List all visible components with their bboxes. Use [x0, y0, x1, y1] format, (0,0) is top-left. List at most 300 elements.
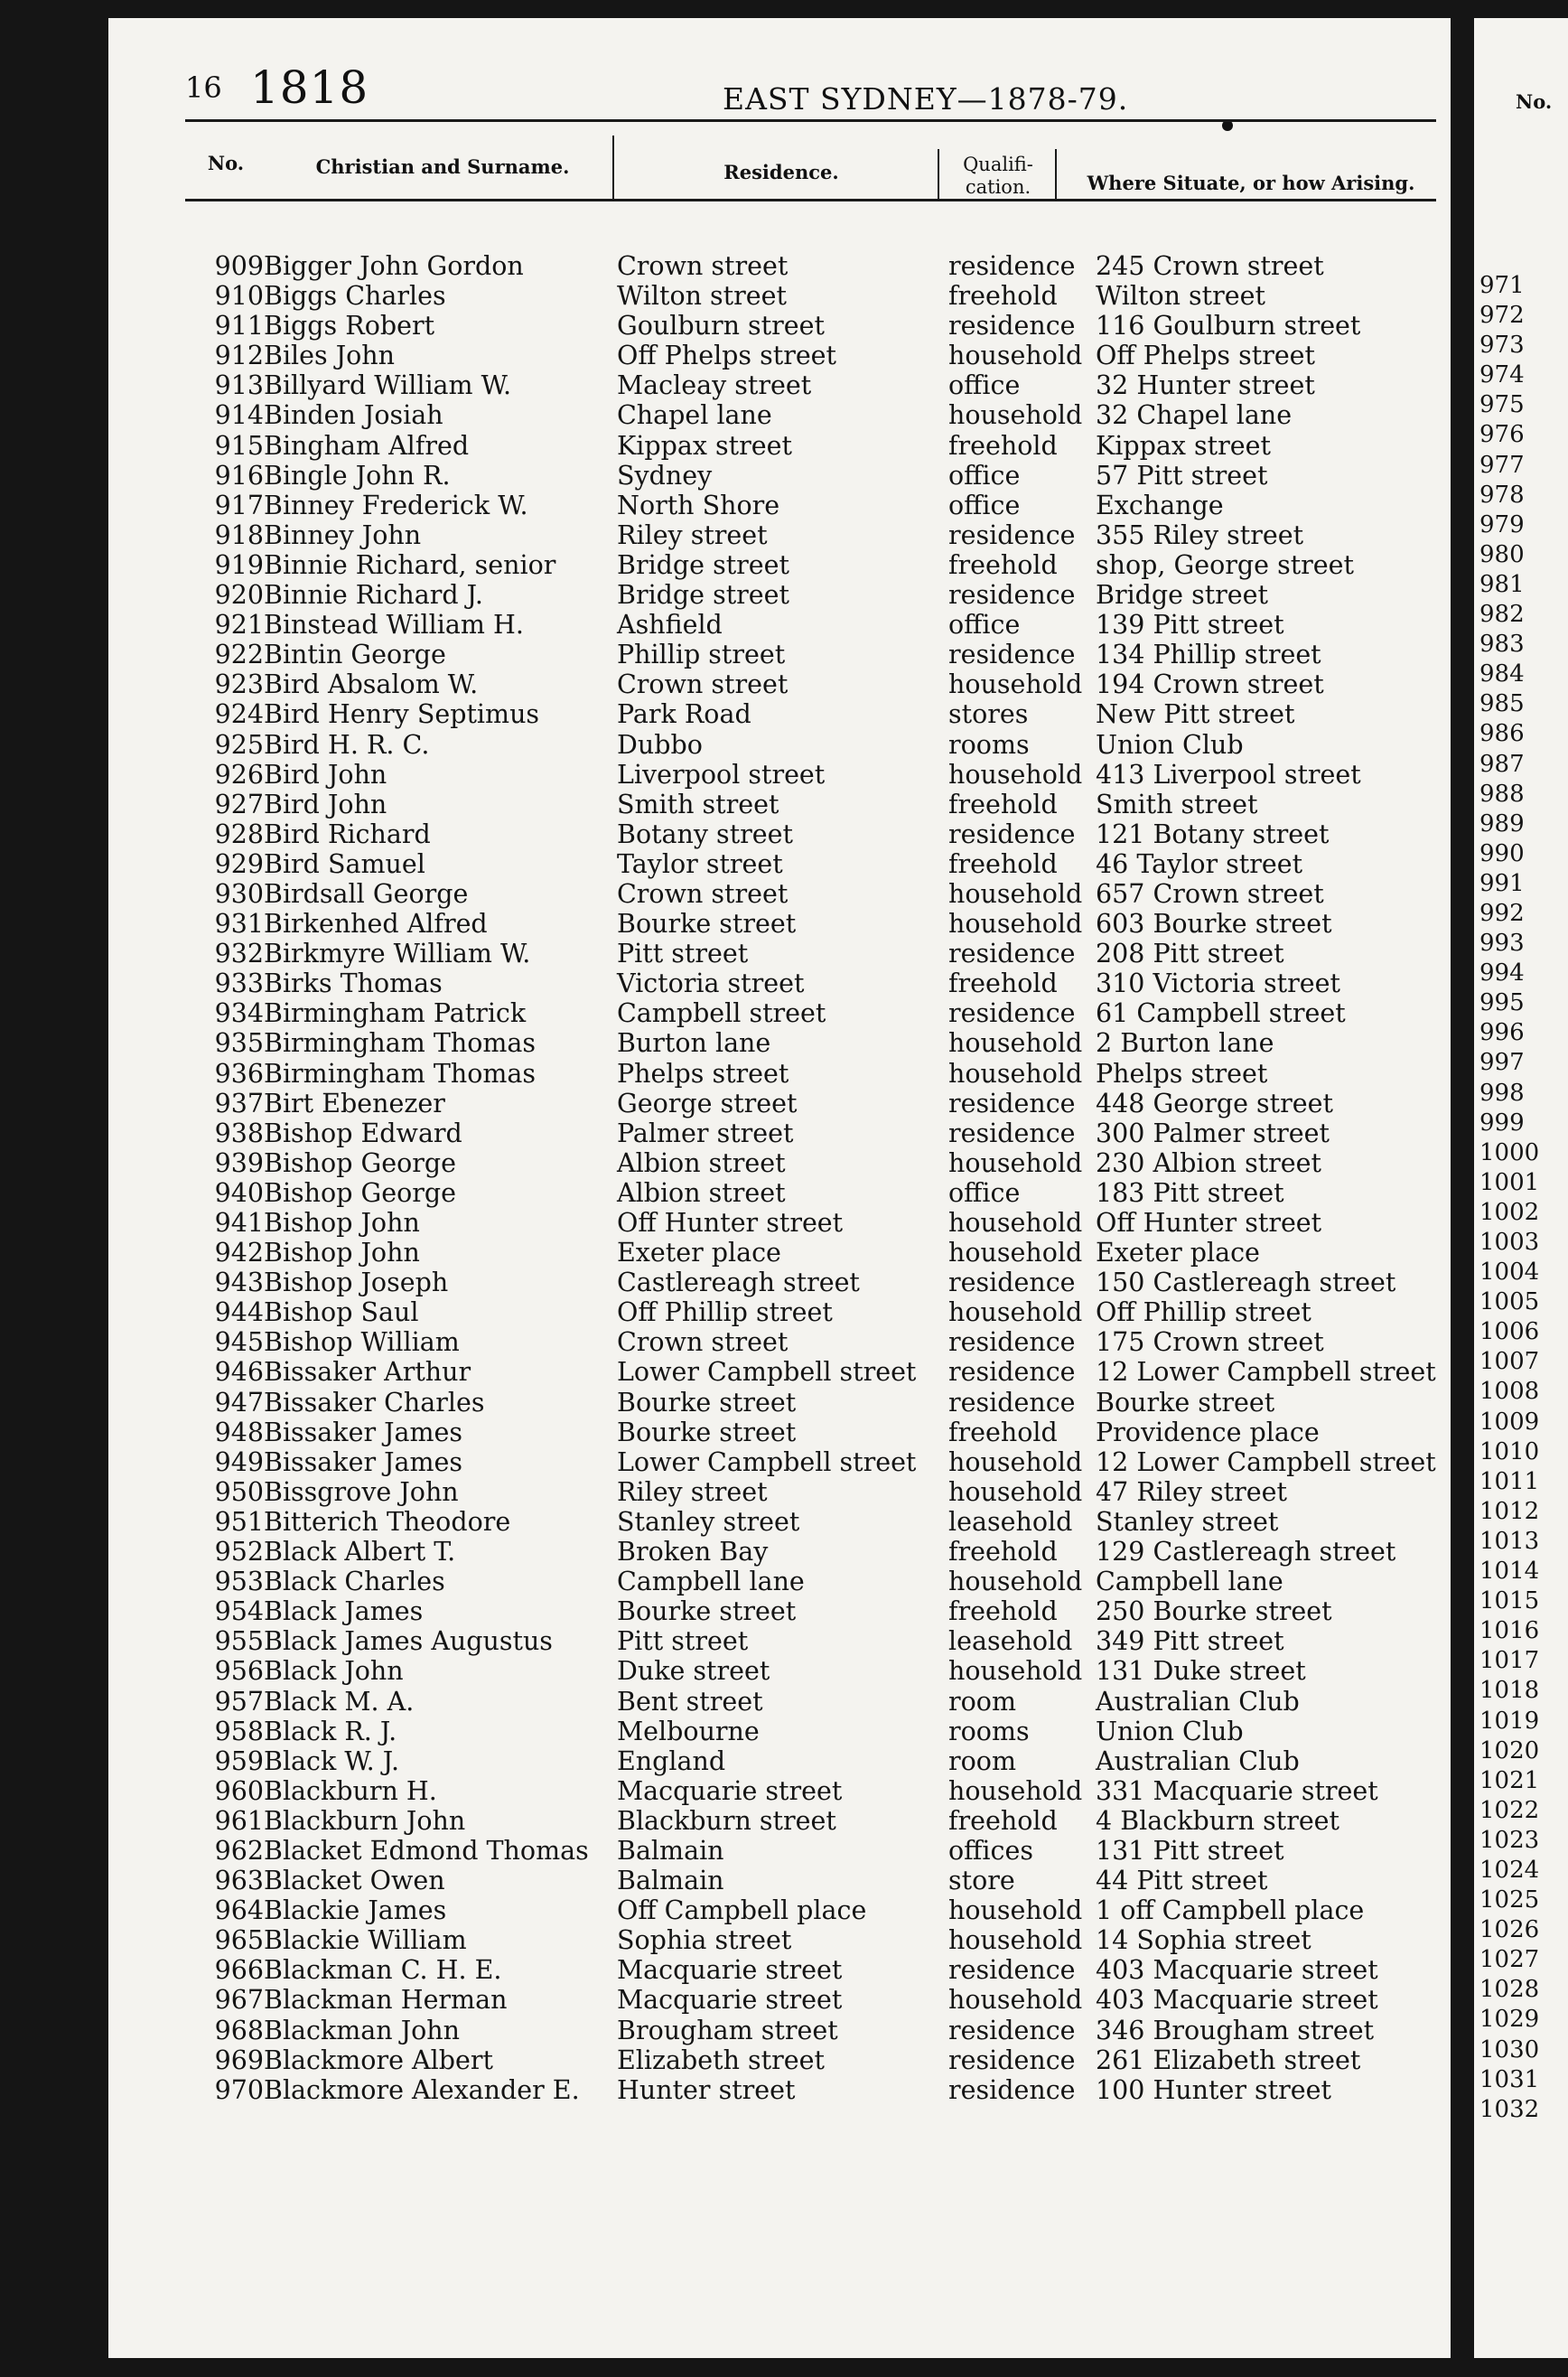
table-row	[108, 491, 1451, 520]
table-row	[108, 520, 1451, 550]
entry-qualification: residence	[948, 1118, 1076, 1148]
entry-where: 194 Crown street	[1096, 669, 1324, 700]
entry-qualification: residence	[948, 2015, 1076, 2045]
entry-residence: Sophia street	[617, 1925, 792, 1956]
entry-number: 947	[214, 1387, 264, 1418]
entry-qualification: freehold	[948, 281, 1058, 312]
entry-where: 310 Victoria street	[1096, 969, 1340, 999]
adjacent-entry-number: 1003	[1479, 1229, 1540, 1256]
entry-name: Bishop Saul	[264, 1297, 419, 1328]
column-divider-3	[1055, 149, 1057, 199]
header-bottom-rule	[185, 199, 1436, 201]
entry-residence: Chapel lane	[617, 400, 772, 431]
entry-residence: Crown street	[617, 1327, 789, 1358]
table-row	[108, 1178, 1451, 1208]
table-row	[108, 1656, 1451, 1686]
adjacent-entry-number: 1025	[1479, 1886, 1540, 1914]
entry-residence: Bourke street	[617, 909, 797, 940]
adjacent-entry-number: 1014	[1479, 1558, 1540, 1586]
entry-name: Bissgrove John	[264, 1476, 459, 1507]
entry-number: 919	[214, 549, 264, 580]
entry-where: 413 Liverpool street	[1096, 759, 1361, 790]
entry-residence: Blackburn street	[617, 1805, 836, 1836]
header-top-rule	[185, 119, 1436, 122]
entry-number: 962	[214, 1835, 264, 1866]
table-row	[108, 1118, 1451, 1148]
entry-name: Biggs Charles	[264, 281, 446, 312]
entry-residence: Lower Campbell street	[617, 1446, 917, 1477]
entry-number: 970	[214, 2074, 264, 2105]
entry-where: 208 Pitt street	[1096, 939, 1284, 969]
entry-where: 603 Bourke street	[1096, 909, 1332, 940]
entry-qualification: residence	[948, 2045, 1076, 2075]
entry-residence: Bourke street	[617, 1387, 797, 1418]
entry-where: 230 Albion street	[1096, 1147, 1321, 1178]
entry-residence: England	[617, 1745, 726, 1776]
entry-number: 955	[214, 1626, 264, 1657]
table-row	[108, 1537, 1451, 1567]
adjacent-entry-number: 1020	[1479, 1736, 1540, 1764]
entry-name: Blackman C. H. E.	[264, 1955, 502, 1986]
adjacent-page-edge	[1474, 18, 1568, 2358]
entry-where: 14 Sophia street	[1096, 1925, 1311, 1956]
entry-qualification: rooms	[948, 729, 1030, 760]
entry-where: 403 Macquarie street	[1096, 1985, 1378, 2016]
entry-residence: Park Road	[617, 699, 751, 730]
entry-qualification: store	[948, 1866, 1015, 1896]
entry-qualification: residence	[948, 939, 1076, 969]
entry-where: 2 Burton lane	[1096, 1028, 1274, 1059]
year-stamp: 1818	[250, 61, 369, 114]
entry-qualification: residence	[948, 2074, 1076, 2105]
adjacent-entry-number: 985	[1479, 690, 1525, 718]
entry-number: 960	[214, 1775, 264, 1806]
entry-where: 331 Macquarie street	[1096, 1775, 1378, 1806]
page-header	[185, 54, 1377, 126]
entry-name: Black R. J.	[264, 1716, 397, 1746]
entry-where: 175 Crown street	[1096, 1327, 1324, 1358]
entry-qualification: room	[948, 1686, 1016, 1717]
entry-residence: Wilton street	[617, 281, 787, 312]
entry-residence: Exeter place	[617, 1238, 781, 1268]
entry-name: Bird Samuel	[264, 848, 425, 879]
entry-where: 4 Blackburn street	[1096, 1805, 1339, 1836]
entry-name: Biggs Robert	[264, 311, 435, 342]
entry-number: 936	[214, 1058, 264, 1089]
entry-residence: Crown street	[617, 251, 789, 281]
entry-qualification: freehold	[948, 1537, 1058, 1568]
entry-where: 121 Botany street	[1096, 819, 1330, 849]
table-row	[108, 998, 1451, 1028]
table-row	[108, 819, 1451, 849]
column-header-qualification: Qualifi- cation.	[963, 154, 1033, 198]
entry-qualification: household	[948, 341, 1083, 371]
entry-number: 952	[214, 1537, 264, 1568]
entry-where: 131 Duke street	[1096, 1656, 1306, 1687]
entry-name: Black James Augustus	[264, 1626, 553, 1657]
entry-name: Blacket Edmond Thomas	[264, 1835, 589, 1866]
entry-where: 116 Goulburn street	[1096, 311, 1361, 342]
entry-residence: Off Campbell place	[617, 1895, 867, 1926]
entry-number: 942	[214, 1238, 264, 1268]
entry-residence: Castlereagh street	[617, 1268, 860, 1298]
entry-where: 448 George street	[1096, 1088, 1333, 1118]
entry-residence: Smith street	[617, 789, 779, 819]
table-row	[108, 909, 1451, 939]
entry-where: Smith street	[1096, 789, 1258, 819]
entry-name: Blackmore Alexander E.	[264, 2074, 580, 2105]
entry-where: Exeter place	[1096, 1238, 1260, 1268]
table-row	[108, 669, 1451, 699]
entry-residence: Bridge street	[617, 549, 789, 580]
entry-name: Bird John	[264, 789, 387, 819]
entry-name: Black W. J.	[264, 1745, 400, 1776]
entry-residence: Bourke street	[617, 1596, 797, 1627]
entry-where: Union Club	[1096, 1716, 1244, 1746]
entry-where: 300 Palmer street	[1096, 1118, 1330, 1148]
table-row	[108, 1687, 1451, 1717]
entry-number: 945	[214, 1327, 264, 1358]
entry-number: 913	[214, 370, 264, 401]
entry-number: 941	[214, 1208, 264, 1238]
entry-where: 47 Riley street	[1096, 1476, 1287, 1507]
table-row	[108, 1059, 1451, 1089]
adjacent-entry-number: 972	[1479, 302, 1525, 330]
entry-residence: Goulburn street	[617, 311, 825, 342]
entry-name: Blackie James	[264, 1895, 447, 1926]
table-row	[108, 1477, 1451, 1507]
entry-where: 349 Pitt street	[1096, 1626, 1284, 1657]
entry-qualification: freehold	[948, 1417, 1058, 1447]
entry-name: Bird Richard	[264, 819, 431, 849]
entry-where: 12 Lower Campbell street	[1096, 1357, 1436, 1388]
entry-name: Bissaker Arthur	[264, 1357, 471, 1388]
adjacent-entry-number: 1005	[1479, 1288, 1540, 1316]
adjacent-page-numbers	[1474, 271, 1568, 2125]
entry-number: 959	[214, 1745, 264, 1776]
table-row	[108, 2045, 1451, 2075]
adjacent-entry-number: 986	[1479, 720, 1525, 748]
entry-where: Providence place	[1096, 1417, 1320, 1447]
entry-name: Binnie Richard J.	[264, 580, 483, 611]
adjacent-entry-number: 983	[1479, 631, 1525, 659]
entry-where: shop, George street	[1096, 549, 1354, 580]
table-row	[108, 251, 1451, 281]
table-row	[108, 1447, 1451, 1477]
entry-residence: Broken Bay	[617, 1537, 769, 1568]
adjacent-entry-number: 973	[1479, 332, 1525, 360]
entry-number: 953	[214, 1567, 264, 1597]
adjacent-entry-number: 1009	[1479, 1408, 1540, 1436]
table-row	[108, 400, 1451, 430]
table-row	[108, 1895, 1451, 1925]
table-row	[108, 1866, 1451, 1895]
entry-qualification: household	[948, 1985, 1083, 2016]
adjacent-entry-number: 996	[1479, 1019, 1525, 1047]
adjacent-entry-number: 976	[1479, 421, 1525, 449]
entry-number: 966	[214, 1955, 264, 1986]
entry-number: 940	[214, 1177, 264, 1208]
entry-residence: Riley street	[617, 519, 768, 550]
entry-where: Wilton street	[1096, 281, 1265, 312]
entry-where: 32 Chapel lane	[1096, 400, 1293, 431]
entry-residence: Melbourne	[617, 1716, 760, 1746]
adjacent-entry-number: 1028	[1479, 1976, 1540, 2004]
table-row	[108, 1028, 1451, 1058]
entry-where: 46 Taylor street	[1096, 848, 1303, 879]
table-row	[108, 341, 1451, 370]
entry-number: 969	[214, 2045, 264, 2075]
entry-qualification: household	[948, 1208, 1083, 1238]
adjacent-entry-number: 992	[1479, 899, 1525, 927]
entry-number: 926	[214, 759, 264, 790]
entry-where: 12 Lower Campbell street	[1096, 1446, 1436, 1477]
entry-qualification: residence	[948, 519, 1076, 550]
entry-qualification: household	[948, 1028, 1083, 1059]
adjacent-entry-number: 974	[1479, 361, 1525, 389]
page-number: 16	[185, 70, 222, 105]
entry-residence: Stanley street	[617, 1506, 800, 1537]
entry-where: 139 Pitt street	[1096, 610, 1284, 641]
entry-qualification: household	[948, 1297, 1083, 1328]
entry-number: 958	[214, 1716, 264, 1746]
entry-name: Bissaker James	[264, 1417, 463, 1447]
entry-qualification: residence	[948, 251, 1076, 281]
entry-number: 964	[214, 1895, 264, 1926]
entry-qualification: office	[948, 370, 1021, 401]
adjacent-entry-number: 977	[1479, 451, 1525, 479]
entry-residence: Phelps street	[617, 1058, 789, 1089]
entry-residence: Off Phillip street	[617, 1297, 833, 1328]
entry-name: Bishop Joseph	[264, 1268, 449, 1298]
entry-residence: Victoria street	[617, 969, 805, 999]
table-row	[108, 2016, 1451, 2045]
entry-where: 61 Campbell street	[1096, 998, 1346, 1029]
entry-residence: Albion street	[617, 1147, 786, 1178]
entry-name: Black John	[264, 1656, 404, 1687]
entry-residence: Balmain	[617, 1866, 724, 1896]
entry-residence: Elizabeth street	[617, 2045, 825, 2075]
entry-qualification: household	[948, 878, 1083, 909]
table-row	[108, 1717, 1451, 1746]
adjacent-entry-number: 975	[1479, 391, 1525, 419]
entry-number: 912	[214, 341, 264, 371]
adjacent-entry-number: 994	[1479, 959, 1525, 987]
entry-qualification: residence	[948, 1268, 1076, 1298]
entry-qualification: freehold	[948, 549, 1058, 580]
entry-name: Bird Absalom W.	[264, 669, 479, 700]
entry-qualification: stores	[948, 699, 1029, 730]
entry-name: Bishop John	[264, 1208, 420, 1238]
entry-number: 911	[214, 311, 264, 342]
entry-qualification: freehold	[948, 848, 1058, 879]
adjacent-entry-number: 993	[1479, 930, 1525, 958]
table-row	[108, 550, 1451, 580]
table-row	[108, 1836, 1451, 1866]
entry-where: 245 Crown street	[1096, 251, 1324, 281]
entry-where: Off Phillip street	[1096, 1297, 1311, 1328]
entry-name: Bigger John Gordon	[264, 251, 524, 281]
entry-qualification: residence	[948, 819, 1076, 849]
entry-name: Blackmore Albert	[264, 2045, 493, 2075]
entry-qualification: residence	[948, 311, 1076, 342]
entry-name: Bishop George	[264, 1177, 457, 1208]
entry-name: Birmingham Thomas	[264, 1028, 537, 1059]
entry-number: 944	[214, 1297, 264, 1328]
entry-number: 948	[214, 1417, 264, 1447]
entry-number: 934	[214, 998, 264, 1029]
page-title: EAST SYDNEY—1878-79.	[723, 81, 1129, 117]
entry-residence: Burton lane	[617, 1028, 771, 1059]
adjacent-entry-number: 988	[1479, 780, 1525, 808]
entry-name: Blackie William	[264, 1925, 467, 1956]
adjacent-entry-number: 984	[1479, 660, 1525, 688]
table-row	[108, 1746, 1451, 1776]
entry-residence: Bridge street	[617, 580, 789, 611]
adjacent-entry-number: 1013	[1479, 1527, 1540, 1555]
entry-number: 957	[214, 1686, 264, 1717]
entry-name: Bitterich Theodore	[264, 1506, 511, 1537]
adjacent-entry-number: 991	[1479, 869, 1525, 897]
table-row	[108, 1327, 1451, 1357]
entry-number: 915	[214, 430, 264, 461]
entry-number: 946	[214, 1357, 264, 1388]
entry-number: 935	[214, 1028, 264, 1059]
entry-residence: Bent street	[617, 1686, 763, 1717]
entry-where: 250 Bourke street	[1096, 1596, 1332, 1627]
adjacent-entry-number: 971	[1479, 272, 1525, 299]
entry-where: Phelps street	[1096, 1058, 1268, 1089]
entry-number: 918	[214, 519, 264, 550]
adjacent-entry-number: 999	[1479, 1109, 1525, 1137]
entry-where: Kippax street	[1096, 430, 1271, 461]
entry-where: 32 Hunter street	[1096, 370, 1315, 401]
entry-qualification: residence	[948, 998, 1076, 1029]
entry-number: 950	[214, 1476, 264, 1507]
entry-qualification: residence	[948, 580, 1076, 611]
entry-name: Billyard William W.	[264, 370, 512, 401]
entry-number: 924	[214, 699, 264, 730]
entry-name: Binnie Richard, senior	[264, 549, 556, 580]
entry-number: 917	[214, 490, 264, 520]
register-entries	[108, 251, 1451, 2105]
entry-where: Bourke street	[1096, 1387, 1275, 1418]
entry-where: 355 Riley street	[1096, 519, 1304, 550]
entry-number: 930	[214, 878, 264, 909]
adjacent-entry-number: 1032	[1479, 2095, 1540, 2123]
entry-qualification: residence	[948, 1955, 1076, 1986]
entry-where: Off Hunter street	[1096, 1208, 1322, 1238]
entry-qualification: freehold	[948, 789, 1058, 819]
entry-name: Bishop William	[264, 1327, 460, 1358]
entry-residence: Albion street	[617, 1177, 786, 1208]
column-divider-2	[938, 149, 939, 199]
entry-where: Exchange	[1096, 490, 1224, 520]
entry-name: Black M. A.	[264, 1686, 415, 1717]
column-divider-1	[612, 136, 614, 199]
entry-number: 949	[214, 1446, 264, 1477]
entry-residence: Ashfield	[617, 610, 723, 641]
entry-qualification: office	[948, 610, 1021, 641]
entry-number: 967	[214, 1985, 264, 2016]
entry-where: 150 Castlereagh street	[1096, 1268, 1396, 1298]
adjacent-entry-number: 1016	[1479, 1617, 1540, 1645]
entry-qualification: office	[948, 490, 1021, 520]
entry-number: 920	[214, 580, 264, 611]
entry-qualification: freehold	[948, 1805, 1058, 1836]
entry-qualification: freehold	[948, 969, 1058, 999]
entry-name: Black James	[264, 1596, 424, 1627]
entry-name: Bird John	[264, 759, 387, 790]
entry-number: 956	[214, 1656, 264, 1687]
adjacent-entry-number: 1019	[1479, 1707, 1540, 1735]
table-row	[108, 281, 1451, 311]
entry-number: 909	[214, 251, 264, 281]
entry-residence: Liverpool street	[617, 759, 826, 790]
adjacent-entry-number: 1008	[1479, 1378, 1540, 1406]
adjacent-entry-number: 1010	[1479, 1437, 1540, 1465]
entry-qualification: office	[948, 1177, 1021, 1208]
entry-number: 931	[214, 909, 264, 940]
entry-name: Birkmyre William W.	[264, 939, 531, 969]
entry-name: Bingham Alfred	[264, 430, 470, 461]
adjacent-entry-number: 1002	[1479, 1198, 1540, 1226]
table-row	[108, 1208, 1451, 1238]
entry-where: 1 off Campbell place	[1096, 1895, 1365, 1926]
column-header-name: Christian and Surname.	[315, 155, 570, 178]
entry-number: 927	[214, 789, 264, 819]
entry-name: Bishop John	[264, 1238, 420, 1268]
entry-qualification: household	[948, 1446, 1083, 1477]
entry-qualification: household	[948, 669, 1083, 700]
entry-residence: Kippax street	[617, 430, 792, 461]
adjacent-entry-number: 997	[1479, 1049, 1525, 1077]
entry-where: 134 Phillip street	[1096, 640, 1321, 670]
entry-name: Black Albert T.	[264, 1537, 456, 1568]
entry-residence: Macquarie street	[617, 1985, 843, 2016]
entry-name: Bird H. R. C.	[264, 729, 430, 760]
entry-where: Union Club	[1096, 729, 1244, 760]
table-row	[108, 939, 1451, 969]
table-row	[108, 1297, 1451, 1327]
entry-residence: Duke street	[617, 1656, 770, 1687]
table-row	[108, 610, 1451, 640]
entry-residence: Lower Campbell street	[617, 1357, 917, 1388]
table-row	[108, 1507, 1451, 1537]
column-header-residence: Residence.	[723, 161, 839, 183]
table-row	[108, 849, 1451, 879]
entry-qualification: residence	[948, 640, 1076, 670]
adjacent-entry-number: 1027	[1479, 1946, 1540, 1974]
entry-name: Bishop George	[264, 1147, 457, 1178]
entry-name: Blackman John	[264, 2015, 461, 2045]
table-row	[108, 2075, 1451, 2105]
entry-residence: Botany street	[617, 819, 793, 849]
table-row	[108, 1955, 1451, 1985]
entry-where: Bridge street	[1096, 580, 1268, 611]
entry-name: Binney Frederick W.	[264, 490, 528, 520]
entry-number: 933	[214, 969, 264, 999]
entry-residence: Brougham street	[617, 2015, 838, 2045]
entry-qualification: household	[948, 1147, 1083, 1178]
entry-number: 928	[214, 819, 264, 849]
entry-name: Birks Thomas	[264, 969, 443, 999]
entry-where: Off Phelps street	[1096, 341, 1316, 371]
entry-qualification: freehold	[948, 430, 1058, 461]
entry-number: 922	[214, 640, 264, 670]
adjacent-entry-number: 1022	[1479, 1796, 1540, 1824]
entry-where: Stanley street	[1096, 1506, 1279, 1537]
